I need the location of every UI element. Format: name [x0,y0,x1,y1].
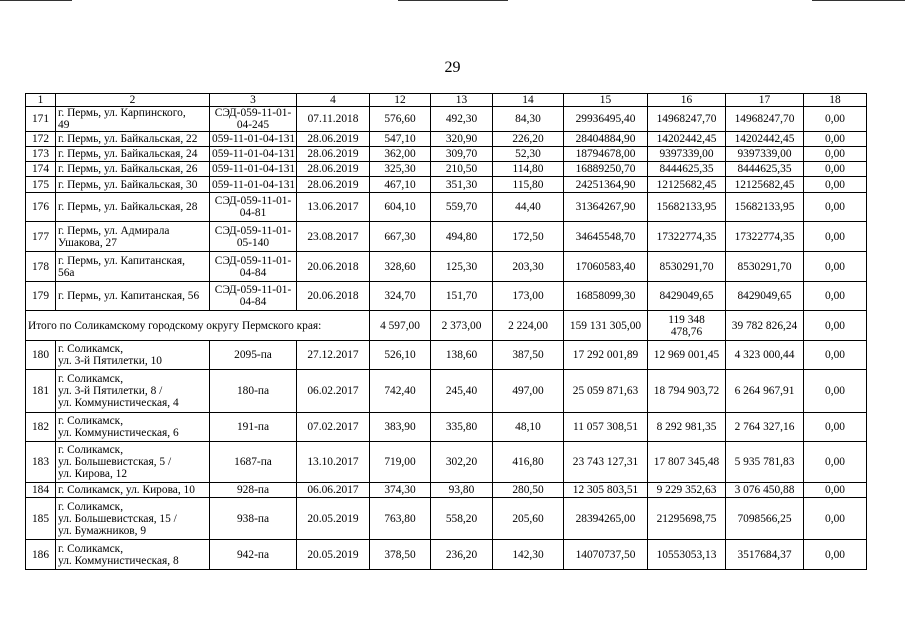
value-cell-18: 0,00 [804,498,867,540]
table-row [26,341,867,370]
column-header: 3 [210,94,297,107]
table-row [26,282,867,311]
value-cell-16: 10553053,13 [648,540,726,570]
date-cell: 28.06.2019 [297,162,370,177]
address-cell: г. Соликамск, ул. Большевистская, 5 / ул. Кирова, 12 [56,442,210,483]
header-row [26,94,867,107]
value-cell-16: 8444625,35 [648,162,726,177]
table-row [26,193,867,222]
total-label: Итого по Соликамскому городскому округу Пермского края: [26,311,370,341]
value-cell-12: 526,10 [370,341,431,370]
value-cell-16: 14968247,70 [648,107,726,132]
column-header: 4 [297,94,370,107]
value-cell-18: 0,00 [804,483,867,498]
value-cell-12: 374,30 [370,483,431,498]
address-cell: г. Пермь, ул. Байкальская, 26 [56,162,210,177]
value-cell-17: 14968247,70 [726,107,804,132]
document-cell: 928-па [210,483,297,498]
value-cell-13: 492,30 [431,107,493,132]
value-cell-18: 0,00 [804,413,867,442]
value-cell-15: 34645548,70 [564,222,648,252]
value-cell-15: 16889250,70 [564,162,648,177]
value-cell-17: 6 264 967,91 [726,370,804,413]
value-cell-13: 351,30 [431,177,493,193]
address-cell: г. Пермь, ул. Адмирала Ушакова, 27 [56,222,210,252]
value-cell-13: 151,70 [431,282,493,311]
value-cell-12: 325,30 [370,162,431,177]
value-cell-14: 114,80 [493,162,564,177]
table-row [26,442,867,483]
value-cell-14: 44,40 [493,193,564,222]
value-cell-13: 236,20 [431,540,493,570]
value-cell-18: 0,00 [804,193,867,222]
table-row [26,498,867,540]
total-value-15: 159 131 305,00 [564,311,648,341]
address-cell: г. Соликамск, ул. Большевистская, 15 / ул. Бумажников, 9 [56,498,210,540]
value-cell-14: 205,60 [493,498,564,540]
value-cell-15: 29936495,40 [564,107,648,132]
value-cell-18: 0,00 [804,540,867,570]
document-cell: 2095-па [210,341,297,370]
date-cell: 28.06.2019 [297,147,370,162]
value-cell-15: 16858099,30 [564,282,648,311]
value-cell-16: 8 292 981,35 [648,413,726,442]
document-cell: СЭД-059-11-01- 04-245 [210,107,297,132]
value-cell-13: 320,90 [431,132,493,147]
date-cell: 28.06.2019 [297,132,370,147]
document-cell: 938-па [210,498,297,540]
value-cell-15: 25 059 871,63 [564,370,648,413]
table-row [26,370,867,413]
value-cell-17: 8444625,35 [726,162,804,177]
table-row [26,252,867,282]
table-row [26,107,867,132]
value-cell-17: 15682133,95 [726,193,804,222]
value-cell-14: 172,50 [493,222,564,252]
value-cell-16: 9 229 352,63 [648,483,726,498]
value-cell-15: 24251364,90 [564,177,648,193]
column-header: 15 [564,94,648,107]
total-value-18: 0,00 [804,311,867,341]
value-cell-16: 21295698,75 [648,498,726,540]
value-cell-16: 12125682,45 [648,177,726,193]
value-cell-14: 48,10 [493,413,564,442]
address-cell: г. Пермь, ул. Капитанская, 56а [56,252,210,282]
date-cell: 20.05.2019 [297,498,370,540]
row-number: 177 [26,222,56,252]
date-cell: 28.06.2019 [297,177,370,193]
value-cell-17: 2 764 327,16 [726,413,804,442]
value-cell-17: 3 076 450,88 [726,483,804,498]
row-number: 183 [26,442,56,483]
date-cell: 20.06.2018 [297,282,370,311]
column-header: 16 [648,94,726,107]
date-cell: 27.12.2017 [297,341,370,370]
value-cell-18: 0,00 [804,252,867,282]
value-cell-13: 558,20 [431,498,493,540]
value-cell-15: 12 305 803,51 [564,483,648,498]
value-cell-18: 0,00 [804,177,867,193]
column-header: 14 [493,94,564,107]
value-cell-18: 0,00 [804,107,867,132]
column-header: 13 [431,94,493,107]
table-row [26,147,867,162]
table-row [26,413,867,442]
value-cell-18: 0,00 [804,132,867,147]
row-number: 184 [26,483,56,498]
value-cell-16: 8429049,65 [648,282,726,311]
value-cell-12: 383,90 [370,413,431,442]
date-cell: 06.06.2017 [297,483,370,498]
address-cell: г. Соликамск, ул. Коммунистическая, 6 [56,413,210,442]
column-header: 17 [726,94,804,107]
row-number: 176 [26,193,56,222]
value-cell-17: 8530291,70 [726,252,804,282]
value-cell-12: 742,40 [370,370,431,413]
date-cell: 13.06.2017 [297,193,370,222]
table-row [26,540,867,570]
column-header: 12 [370,94,431,107]
total-value-13: 2 373,00 [431,311,493,341]
value-cell-13: 138,60 [431,341,493,370]
value-cell-12: 378,50 [370,540,431,570]
value-cell-14: 226,20 [493,132,564,147]
value-cell-14: 203,30 [493,252,564,282]
address-cell: г. Соликамск, ул. 3-й Пятилетки, 8 / ул. Коммунистическая, 4 [56,370,210,413]
value-cell-17: 12125682,45 [726,177,804,193]
total-value-14: 2 224,00 [493,311,564,341]
value-cell-12: 719,00 [370,442,431,483]
value-cell-16: 17 807 345,48 [648,442,726,483]
value-cell-12: 763,80 [370,498,431,540]
value-cell-12: 667,30 [370,222,431,252]
total-value-17: 39 782 826,24 [726,311,804,341]
value-cell-15: 28394265,00 [564,498,648,540]
data-table [25,93,867,570]
row-number: 180 [26,341,56,370]
value-cell-12: 324,70 [370,282,431,311]
row-number: 178 [26,252,56,282]
document-cell: СЭД-059-11-01- 04-81 [210,193,297,222]
address-cell: г. Пермь, ул. Байкальская, 24 [56,147,210,162]
value-cell-14: 84,30 [493,107,564,132]
date-cell: 06.02.2017 [297,370,370,413]
value-cell-12: 547,10 [370,132,431,147]
row-number: 182 [26,413,56,442]
value-cell-18: 0,00 [804,442,867,483]
address-cell: г. Пермь, ул. Байкальская, 22 [56,132,210,147]
address-cell: г. Пермь, ул. Капитанская, 56 [56,282,210,311]
document-cell: 059-11-01-04-131 [210,162,297,177]
document-cell: 059-11-01-04-131 [210,177,297,193]
value-cell-17: 7098566,25 [726,498,804,540]
top-rule-right [812,0,905,1]
column-header: 2 [56,94,210,107]
address-cell: г. Пермь, ул. Карпинского, 49 [56,107,210,132]
value-cell-14: 142,30 [493,540,564,570]
value-cell-17: 4 323 000,44 [726,341,804,370]
address-cell: г. Соликамск, ул. 3-й Пятилетки, 10 [56,341,210,370]
document-cell: 059-11-01-04-131 [210,147,297,162]
value-cell-14: 416,80 [493,442,564,483]
row-number: 179 [26,282,56,311]
value-cell-15: 23 743 127,31 [564,442,648,483]
value-cell-17: 9397339,00 [726,147,804,162]
value-cell-13: 302,20 [431,442,493,483]
value-cell-15: 11 057 308,51 [564,413,648,442]
row-number: 171 [26,107,56,132]
row-number: 172 [26,132,56,147]
document-cell: 059-11-01-04-131 [210,132,297,147]
value-cell-16: 9397339,00 [648,147,726,162]
value-cell-17: 17322774,35 [726,222,804,252]
value-cell-15: 31364267,90 [564,193,648,222]
value-cell-16: 18 794 903,72 [648,370,726,413]
value-cell-13: 559,70 [431,193,493,222]
value-cell-18: 0,00 [804,147,867,162]
row-number: 174 [26,162,56,177]
table-row [26,222,867,252]
value-cell-13: 125,30 [431,252,493,282]
row-number: 175 [26,177,56,193]
value-cell-13: 245,40 [431,370,493,413]
document-cell: СЭД-059-11-01- 04-84 [210,252,297,282]
top-rule-middle [398,0,508,1]
value-cell-18: 0,00 [804,370,867,413]
row-number: 185 [26,498,56,540]
value-cell-14: 387,50 [493,341,564,370]
document-cell: СЭД-059-11-01- 05-140 [210,222,297,252]
value-cell-14: 497,00 [493,370,564,413]
value-cell-15: 14070737,50 [564,540,648,570]
value-cell-16: 17322774,35 [648,222,726,252]
value-cell-13: 93,80 [431,483,493,498]
value-cell-18: 0,00 [804,222,867,252]
document-cell: 180-па [210,370,297,413]
value-cell-15: 28404884,90 [564,132,648,147]
column-header: 18 [804,94,867,107]
value-cell-18: 0,00 [804,341,867,370]
value-cell-12: 328,60 [370,252,431,282]
value-cell-17: 5 935 781,83 [726,442,804,483]
address-cell: г. Соликамск, ул. Коммунистическая, 8 [56,540,210,570]
page-number: 29 [444,59,461,76]
value-cell-14: 280,50 [493,483,564,498]
value-cell-17: 3517684,37 [726,540,804,570]
table-row [26,162,867,177]
value-cell-12: 576,60 [370,107,431,132]
address-cell: г. Пермь, ул. Байкальская, 30 [56,177,210,193]
value-cell-17: 8429049,65 [726,282,804,311]
row-number: 173 [26,147,56,162]
value-cell-18: 0,00 [804,282,867,311]
row-number: 186 [26,540,56,570]
value-cell-13: 335,80 [431,413,493,442]
document-cell: 191-па [210,413,297,442]
table-row [26,132,867,147]
value-cell-14: 115,80 [493,177,564,193]
date-cell: 07.11.2018 [297,107,370,132]
value-cell-12: 362,00 [370,147,431,162]
total-value-16: 119 348 478,76 [648,311,726,341]
value-cell-15: 18794678,00 [564,147,648,162]
date-cell: 20.05.2019 [297,540,370,570]
value-cell-12: 604,10 [370,193,431,222]
value-cell-17: 14202442,45 [726,132,804,147]
date-cell: 07.02.2017 [297,413,370,442]
value-cell-13: 210,50 [431,162,493,177]
value-cell-14: 173,00 [493,282,564,311]
value-cell-15: 17060583,40 [564,252,648,282]
date-cell: 23.08.2017 [297,222,370,252]
value-cell-18: 0,00 [804,162,867,177]
value-cell-16: 15682133,95 [648,193,726,222]
date-cell: 20.06.2018 [297,252,370,282]
document-cell: 1687-па [210,442,297,483]
total-value-12: 4 597,00 [370,311,431,341]
value-cell-16: 12 969 001,45 [648,341,726,370]
table-row [26,177,867,193]
value-cell-12: 467,10 [370,177,431,193]
column-header: 1 [26,94,56,107]
table-row [26,483,867,498]
value-cell-14: 52,30 [493,147,564,162]
top-rule-left [0,0,72,1]
value-cell-13: 309,70 [431,147,493,162]
document-cell: СЭД-059-11-01- 04-84 [210,282,297,311]
row-number: 181 [26,370,56,413]
address-cell: г. Пермь, ул. Байкальская, 28 [56,193,210,222]
value-cell-16: 14202442,45 [648,132,726,147]
document-cell: 942-па [210,540,297,570]
value-cell-16: 8530291,70 [648,252,726,282]
address-cell: г. Соликамск, ул. Кирова, 10 [56,483,210,498]
value-cell-13: 494,80 [431,222,493,252]
total-row [26,311,867,341]
date-cell: 13.10.2017 [297,442,370,483]
value-cell-15: 17 292 001,89 [564,341,648,370]
